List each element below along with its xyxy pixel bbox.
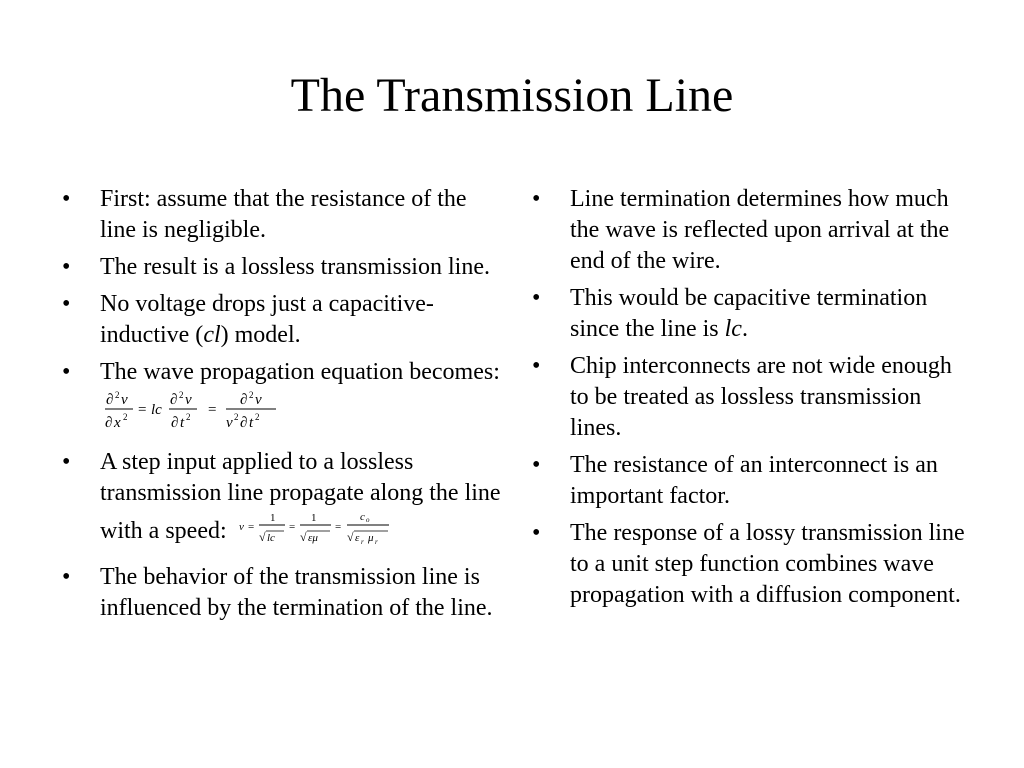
bullet-icon xyxy=(532,450,552,481)
wave-equation xyxy=(104,388,300,441)
bullet-text: The response of a lossy transmission line to a unit step function combines wave propagation with a diffusion component. xyxy=(570,520,965,608)
svg-text:∂: ∂ xyxy=(171,415,179,431)
bullet-item xyxy=(62,357,502,441)
svg-text:o: o xyxy=(365,516,370,524)
bullet-item xyxy=(532,351,972,444)
svg-text:ν: ν xyxy=(226,415,233,431)
bullet-icon xyxy=(62,562,82,593)
bullet-icon xyxy=(62,357,82,388)
bullet-text-italic: cl xyxy=(203,322,221,348)
svg-text:2: 2 xyxy=(179,390,184,400)
svg-text:t: t xyxy=(249,415,254,431)
svg-text:∂: ∂ xyxy=(105,415,113,431)
bullet-icon xyxy=(62,289,82,320)
svg-text:√: √ xyxy=(258,530,266,544)
bullet-text: This would be capacitive termination since the line is xyxy=(570,285,928,342)
bullet-item xyxy=(532,450,972,512)
bullet-icon xyxy=(62,184,82,215)
svg-text:c: c xyxy=(359,511,365,523)
svg-text:2: 2 xyxy=(249,390,254,400)
bullet-item xyxy=(62,289,502,351)
svg-text:√: √ xyxy=(299,530,307,544)
bullet-item xyxy=(62,447,502,556)
svg-text:lc: lc xyxy=(151,402,162,418)
svg-text:r: r xyxy=(374,538,378,546)
bullet-item xyxy=(532,518,972,611)
svg-text:=: = xyxy=(288,521,295,533)
svg-text:ε: ε xyxy=(354,532,359,544)
speed-equation-graphic xyxy=(237,509,399,547)
svg-text:ν: ν xyxy=(238,521,244,533)
bullet-item xyxy=(62,562,502,624)
svg-text:∂: ∂ xyxy=(170,392,178,408)
svg-text:r: r xyxy=(360,538,364,546)
svg-text:=: = xyxy=(334,521,341,533)
svg-text:lc: lc xyxy=(266,532,275,544)
bullet-icon xyxy=(532,184,552,215)
right-bullet-list xyxy=(532,184,972,617)
svg-text:√: √ xyxy=(346,530,354,544)
svg-text:ν: ν xyxy=(121,392,128,408)
svg-text:ν: ν xyxy=(185,392,192,408)
bullet-text: The behavior of the transmission line is influenced by the termination of the line. xyxy=(100,564,493,621)
svg-text:x: x xyxy=(114,415,121,431)
speed-equation xyxy=(237,509,399,556)
bullet-icon xyxy=(62,252,82,283)
svg-text:2: 2 xyxy=(255,412,260,422)
bullet-text: ) model. xyxy=(220,322,301,348)
svg-text:t: t xyxy=(180,415,185,431)
svg-text:1: 1 xyxy=(269,512,276,524)
svg-text:=: = xyxy=(208,402,217,418)
bullet-text: A step input applied to a lossless transmission line propagate along the line with a speed: xyxy=(100,449,501,545)
svg-text:2: 2 xyxy=(115,390,120,400)
bullet-icon xyxy=(532,518,552,549)
bullet-text: . xyxy=(741,316,748,342)
wave-equation-graphic xyxy=(104,388,300,432)
svg-text:∂: ∂ xyxy=(240,415,248,431)
bullet-icon xyxy=(62,447,82,478)
svg-text:μ: μ xyxy=(367,532,374,544)
svg-text:=: = xyxy=(247,521,254,533)
bullet-text-italic: lc xyxy=(724,316,742,342)
svg-text:2: 2 xyxy=(123,412,128,422)
svg-text:∂: ∂ xyxy=(106,392,114,408)
bullet-text: The result is a lossless transmission line. xyxy=(100,254,490,280)
svg-text:1: 1 xyxy=(310,512,317,524)
bullet-text: No voltage drops just a capacitive-inductive ( xyxy=(100,291,434,348)
bullet-text: The wave propagation equation becomes: xyxy=(100,359,500,385)
bullet-item xyxy=(532,283,972,345)
bullet-text: Line termination determines how much the wave is reflected upon arrival at the end of the wire. xyxy=(570,186,950,274)
bullet-icon xyxy=(532,283,552,314)
svg-text:εμ: εμ xyxy=(307,532,318,544)
bullet-item xyxy=(532,184,972,277)
svg-text:2: 2 xyxy=(186,412,191,422)
bullet-icon xyxy=(532,351,552,382)
svg-text:2: 2 xyxy=(234,412,239,422)
svg-text:∂: ∂ xyxy=(240,392,248,408)
bullet-item xyxy=(62,252,502,283)
slide-title: The Transmission Line xyxy=(290,69,734,122)
bullet-text: Chip interconnects are not wide enough to be treated as lossless transmission lines. xyxy=(570,353,952,441)
svg-text:ν: ν xyxy=(255,392,262,408)
svg-text:=: = xyxy=(138,402,147,418)
bullet-item xyxy=(62,184,502,246)
bullet-text: The resistance of an interconnect is an important factor. xyxy=(570,452,938,509)
left-bullet-list xyxy=(62,184,502,630)
bullet-text: First: assume that the resistance of the line is negligible. xyxy=(100,186,467,243)
